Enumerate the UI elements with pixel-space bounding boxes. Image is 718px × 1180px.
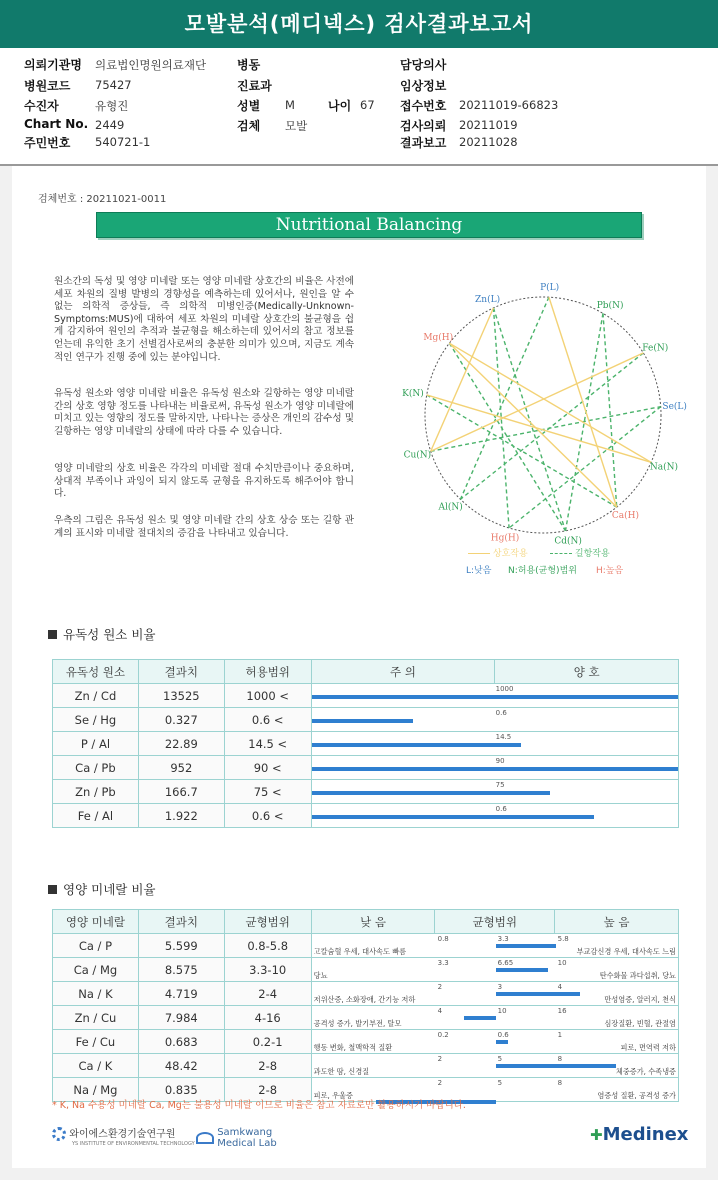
toxic-name-cell: Zn / Pb (53, 780, 139, 804)
nutrient-range-cell: 4-16 (224, 1006, 311, 1030)
synergy-line (449, 343, 616, 507)
sex-value: M (285, 98, 295, 112)
mid-mark: 6.65 (497, 959, 514, 967)
recipient-value: 유형진 (95, 99, 129, 113)
table-row (53, 732, 679, 756)
table-row (53, 1006, 679, 1030)
low-note: 과도한 땀, 신경질 (313, 1067, 370, 1076)
mid-mark: 10 (497, 1007, 507, 1015)
toxic-result-cell: 13525 (138, 684, 224, 708)
toxic-range-cell: 14.5 < (224, 732, 311, 756)
nutrient-result-cell: 48.42 (138, 1054, 224, 1078)
synergy-line (549, 297, 617, 507)
toxic-result-cell: 0.327 (138, 708, 224, 732)
toxic-bar-cell (311, 780, 678, 804)
table-row (53, 934, 679, 958)
legend-antagonism (550, 546, 610, 559)
low-mark: 2 (437, 983, 443, 991)
institution-value: 의료법인명원의료재단 (95, 58, 207, 72)
wheel-node-label: Mg(H) (423, 333, 454, 344)
report-date-label: 결과보고 (400, 136, 447, 150)
request-label: 검사의뢰 (400, 119, 447, 133)
high-note: 피로, 면역력 저하 (620, 1043, 676, 1052)
wheel-node-label: K(N) (402, 389, 424, 400)
antagonism-line (431, 407, 661, 452)
brand-logo (590, 1124, 688, 1145)
low-mark: 0.8 (437, 935, 449, 943)
resident-no-label: 주민번호 (24, 136, 71, 150)
low-note: 저위산증, 소화장애, 간기능 저하 (313, 995, 416, 1004)
lab2-sub: Medical Lab (217, 1138, 277, 1149)
high-note: 염증성 질환, 공격성 증가 (597, 1091, 676, 1100)
nutrient-range-cell: 2-8 (224, 1078, 311, 1102)
lab2-name: Samkwang (217, 1127, 273, 1138)
toxic-section-title (48, 625, 155, 643)
balance-bar (496, 1040, 508, 1044)
low-mark: 2 (437, 1079, 443, 1087)
receipt-value: 20211019-66823 (459, 98, 559, 112)
table-row (53, 756, 679, 780)
antagonism-line (603, 313, 617, 507)
high-note: 심장질환, 빈혈, 관절염 (604, 1019, 676, 1028)
balance-bar (496, 968, 548, 972)
nutrient-range-cell: 0.2-1 (224, 1030, 311, 1054)
nutrient-bar-cell (311, 958, 678, 982)
toxic-name-cell: Se / Hg (53, 708, 139, 732)
nutrient-range-cell: 3.3-10 (224, 958, 311, 982)
threshold-label: 14.5 (495, 733, 512, 741)
mid-mark: 5 (497, 1079, 503, 1087)
high-mark: 10 (557, 959, 567, 967)
wheel-node-label: Fe(N) (642, 343, 669, 354)
square-bullet-icon (48, 885, 57, 894)
lab2-logo (196, 1127, 277, 1149)
nutrient-result-cell: 7.984 (138, 1006, 224, 1030)
lab1-logo (52, 1125, 195, 1147)
toxic-bar (312, 695, 678, 699)
sex-label: 성별 (237, 99, 261, 113)
toxic-bar (312, 719, 413, 723)
page-margin-bottom (0, 1168, 718, 1180)
specimen-number: 검체번호 : 20211021-0011 (38, 194, 167, 205)
nutrient-col-mineral: 영양 미네랄 (53, 910, 139, 934)
low-mark: 4 (437, 1007, 443, 1015)
receipt-label: 접수번호 (400, 99, 447, 113)
nutrient-result-cell: 8.575 (138, 958, 224, 982)
divider (0, 164, 718, 166)
patient-info (0, 52, 718, 164)
institution-label: 의뢰기관명 (24, 58, 82, 72)
nutrient-bar-cell (311, 1006, 678, 1030)
ward-label: 병동 (237, 58, 261, 72)
mid-mark: 0.6 (497, 1031, 509, 1039)
nutrient-result-cell: 4.719 (138, 982, 224, 1006)
low-mark: 0.2 (437, 1031, 449, 1039)
nutrient-section-title (48, 880, 155, 898)
nutrient-bar-cell (311, 1054, 678, 1078)
wheel-node-label: Hg(H) (490, 533, 520, 544)
toxic-range-cell: 0.6 < (224, 804, 311, 828)
toxic-col-caution: 주 의 (311, 660, 495, 684)
footnote: * K, Na 수용성 미네랄 Ca, Mg는 불용성 미네랄 이므로 비율은 참고 자료로만 활용하시기 바랍니다. (52, 1100, 466, 1111)
threshold-label: 0.6 (495, 805, 507, 813)
dept-label: 진료과 (237, 79, 272, 93)
threshold-label: 90 (495, 757, 505, 765)
nutrient-name-cell: Ca / K (53, 1054, 139, 1078)
legend-antagonism-label: 길항작용 (574, 549, 610, 559)
request-value: 20211019 (459, 118, 518, 132)
high-mark: 8 (557, 1079, 563, 1087)
toxic-title-text: 유독성 원소 비율 (63, 627, 156, 642)
lab2-emblem-icon (196, 1132, 214, 1144)
nutrient-col-low: 낮 음 (311, 910, 435, 934)
nutrient-bar-cell (311, 1030, 678, 1054)
high-note: 체중증가, 수족냉증 (615, 1067, 676, 1076)
wheel-circle (425, 297, 661, 533)
toxic-bar (312, 767, 678, 771)
brand-name: Medinex (602, 1124, 689, 1145)
mid-mark: 5 (497, 1055, 503, 1063)
legend-synergy-line (468, 553, 490, 554)
low-note: 고칼슘혈 우세, 대사속도 빠름 (313, 947, 407, 956)
square-bullet-icon (48, 630, 57, 639)
high-mark: 5.8 (557, 935, 569, 943)
paragraph-3: 영양 미네랄의 상호 비율은 각각의 미네랄 절대 수치만큼이나 중요하며, 상대적 부족이나 과잉이 되지 않도록 균형을 유지하도록 해주어야 합니다. (54, 463, 354, 500)
toxic-col-range: 허용범위 (224, 660, 311, 684)
toxic-range-cell: 0.6 < (224, 708, 311, 732)
nutrient-result-cell: 0.683 (138, 1030, 224, 1054)
lab1-sub: YS INSTITUTE OF ENVIRONMENTAL TECHNOLOGY (72, 1141, 195, 1147)
nutrient-table (52, 909, 679, 1102)
nutrient-range-cell: 0.8-5.8 (224, 934, 311, 958)
nutrient-range-cell: 2-8 (224, 1054, 311, 1078)
paragraph-2: 유독성 원소와 영양 미네랄 비율은 유독성 원소와 길항하는 영양 미네랄 간의 상호 영향 정도를 나타내는 비율로써, 유독성 원소가 영양 미네랄에 미치고 있는 영향의 정도를 말하지만, 나타나는 증상은 개인의 감수성 및 길항하는 영양 미네랄의 상태에 따라 다를 수 있습니다. (54, 388, 354, 437)
nutrient-col-result: 결과치 (138, 910, 224, 934)
synergy-line (427, 395, 651, 462)
high-note: 탄수화물 과다섭취, 당뇨 (599, 971, 676, 980)
toxic-bar (312, 791, 550, 795)
threshold-label: 75 (495, 781, 505, 789)
toxic-bar-cell (311, 708, 678, 732)
toxic-result-cell: 952 (138, 756, 224, 780)
low-note: 행동 변화, 철맥학적 질환 (313, 1043, 393, 1052)
wheel-node-label: Na(N) (649, 462, 678, 473)
age-value: 67 (360, 98, 375, 112)
low-mark: 3.3 (437, 959, 449, 967)
toxic-range-cell: 75 < (224, 780, 311, 804)
toxic-bar-cell (311, 756, 678, 780)
nutrient-col-range: 균형범위 (224, 910, 311, 934)
legend-normal: N:허용(균형)범위 (508, 566, 577, 576)
brand-emblem-icon: ✚ (590, 1126, 603, 1144)
specimen-value: 모발 (285, 119, 308, 133)
toxic-bar (312, 743, 521, 747)
legend-low: L:낮음 (466, 566, 492, 576)
nutrient-bar-cell (311, 982, 678, 1006)
specimen-label: 검체 (237, 119, 261, 133)
nutrient-name-cell: Ca / P (53, 934, 139, 958)
table-row (53, 780, 679, 804)
section-banner-text: Nutritional Balancing (275, 215, 463, 235)
synergy-line (449, 343, 651, 462)
wheel-node-label: Se(L) (662, 401, 687, 412)
balance-bar (496, 944, 556, 948)
mineral-wheel (386, 268, 706, 588)
legend-synergy-label: 상호작용 (492, 549, 528, 559)
nutrient-name-cell: Na / K (53, 982, 139, 1006)
toxic-col-element: 유독성 원소 (53, 660, 139, 684)
table-row (53, 804, 679, 828)
paragraph-4: 우측의 그림은 유독성 원소 및 영양 미네랄 간의 상호 상승 또는 길항 관계의 표시와 미네랄 절대치의 증감을 나타내고 있습니다. (54, 515, 354, 539)
toxic-result-cell: 166.7 (138, 780, 224, 804)
high-mark: 8 (557, 1055, 563, 1063)
page-margin-right (706, 166, 718, 1180)
toxic-name-cell: P / Al (53, 732, 139, 756)
nutrient-bar-cell (311, 934, 678, 958)
page-margin-left (0, 166, 12, 1180)
toxic-range-cell: 90 < (224, 756, 311, 780)
report-date-value: 20211028 (459, 135, 518, 149)
hospital-code-label: 병원코드 (24, 79, 71, 93)
wheel-node-label: Pb(N) (596, 300, 624, 311)
table-row (53, 1054, 679, 1078)
resident-no-value: 540721-1 (95, 135, 151, 149)
toxic-bar (312, 815, 594, 819)
toxic-col-good: 양 호 (495, 660, 679, 684)
low-note: 피로, 우울증 (313, 1091, 353, 1100)
doctor-label: 담당의사 (400, 58, 447, 72)
lab1-name: 와이에스환경기술연구원 (69, 1129, 176, 1140)
antagonism-line (460, 353, 643, 499)
nutrient-header-row (53, 910, 679, 934)
high-mark: 16 (557, 1007, 567, 1015)
synergy-line (431, 353, 644, 451)
wheel-node-label: Al(N) (438, 502, 463, 513)
toxic-name-cell: Ca / Pb (53, 756, 139, 780)
toxic-header-row (53, 660, 679, 684)
table-row (53, 1030, 679, 1054)
nutrient-result-cell: 5.599 (138, 934, 224, 958)
high-note: 부교감신경 우세, 대사속도 느림 (576, 947, 676, 956)
synergy-line (431, 308, 494, 451)
nutrient-col-high: 높 음 (555, 910, 679, 934)
wheel-node-label: Ca(H) (611, 510, 640, 521)
nutrient-col-balance: 균형범위 (435, 910, 555, 934)
recipient-label: 수진자 (24, 99, 59, 113)
hospital-code-value: 75427 (95, 78, 132, 92)
toxic-result-cell: 22.89 (138, 732, 224, 756)
nutrient-result-cell: 0.835 (138, 1078, 224, 1102)
legend-antagonism-line (550, 553, 572, 554)
wheel-node-label: Cd(N) (554, 536, 582, 547)
low-note: 공격성 증가, 발기부전, 탈모 (313, 1019, 402, 1028)
chart-no-value: 2449 (95, 118, 125, 132)
nutrient-name-cell: Na / Mg (53, 1078, 139, 1102)
nutrient-name-cell: Fe / Cu (53, 1030, 139, 1054)
balance-bar (464, 1016, 496, 1020)
threshold-label: 0.6 (495, 709, 507, 717)
high-mark: 1 (557, 1031, 563, 1039)
high-note: 만성염증, 알러지, 천식 (604, 995, 676, 1004)
paragraph-1: 원소간의 독성 및 영양 미네랄 또는 영양 미네랄 상호간의 비율은 사전에 세포 차원의 질병 발병의 경향성을 예측하는데 있어서나, 원인을 알 수 없는 의학적 증상들, 즉 의학적 미병인증(Medically-Unknown-Symptoms:MUS)에 대하여 세포 차원의 미네랄 상호간의 불균형을 쉽게 감지하여 원인의 추적과 불균형을 해소하는데 있어서의 참고 정보를 얻는데 유익한 초기 선별검사로써의 충분한 의미가 있으며, 지금도 계속적인 연구가 진행 중에 있는 분야입니다. (54, 276, 354, 363)
toxic-bar-cell (311, 732, 678, 756)
lab1-emblem-icon (52, 1127, 66, 1141)
toxic-bar-cell (311, 684, 678, 708)
table-row (53, 708, 679, 732)
age-label: 나이 (328, 99, 352, 113)
nutrient-range-cell: 2-4 (224, 982, 311, 1006)
chart-no-label: Chart No. (24, 117, 89, 131)
wheel-node-label: Cu(N) (403, 450, 432, 461)
wheel-node-label: Zn(L) (475, 294, 501, 305)
legend-synergy (468, 546, 528, 559)
section-banner (96, 212, 642, 238)
low-note: 당뇨 (313, 971, 328, 980)
antagonism-line (493, 308, 565, 531)
toxic-name-cell: Zn / Cd (53, 684, 139, 708)
threshold-label: 1000 (495, 685, 514, 693)
table-row (53, 684, 679, 708)
toxic-range-cell: 1000 < (224, 684, 311, 708)
low-mark: 2 (437, 1055, 443, 1063)
high-mark: 4 (557, 983, 563, 991)
nutrient-name-cell: Ca / Mg (53, 958, 139, 982)
wheel-node-label: P(L) (540, 283, 560, 294)
nutrient-title-text: 영양 미네랄 비율 (63, 882, 156, 897)
mid-mark: 3 (497, 983, 503, 991)
mid-mark: 3.3 (497, 935, 509, 943)
table-row (53, 982, 679, 1006)
report-title: 모발분석(메디넥스) 검사결과보고서 (0, 0, 718, 48)
balance-bar (496, 1064, 616, 1068)
clinical-label: 임상정보 (400, 79, 447, 93)
toxic-bar-cell (311, 804, 678, 828)
table-row (53, 958, 679, 982)
toxic-table (52, 659, 679, 828)
toxic-col-result: 결과치 (138, 660, 224, 684)
nutrient-name-cell: Zn / Cu (53, 1006, 139, 1030)
toxic-name-cell: Fe / Al (53, 804, 139, 828)
balance-bar (496, 992, 580, 996)
legend-high: H:높음 (596, 566, 624, 576)
toxic-result-cell: 1.922 (138, 804, 224, 828)
